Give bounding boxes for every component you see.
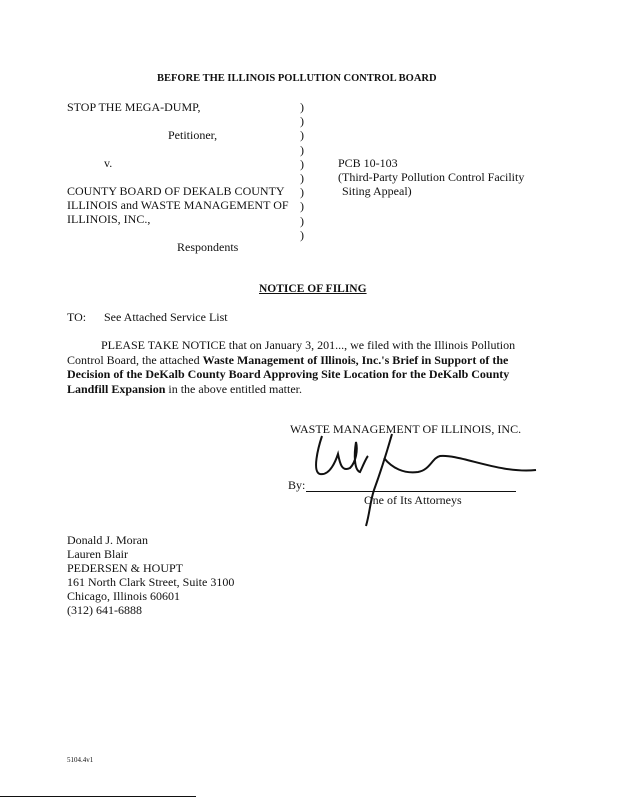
body-brief-title: Waste Management of Illinois, Inc.'s Brief in Support of the Decision of the DeKalb County Board Approving Site Location for the DeKalb County Landfill Expansion: [67, 352, 510, 396]
by-label: By:: [288, 478, 306, 492]
attorney-line-5: Chicago, Illinois 60601: [67, 589, 180, 603]
respondent-line-3: ILLINOIS, INC.,: [67, 212, 151, 226]
respondent-line-2: ILLINOIS and WASTE MANAGEMENT OF: [67, 198, 289, 212]
respondent-line-1: COUNTY BOARD OF DEKALB COUNTY: [67, 184, 285, 198]
signature-role: One of Its Attorneys: [364, 493, 462, 507]
attorney-line-3: PEDERSEN & HOUPT: [67, 561, 184, 575]
body-text-2: in the above entitled matter.: [165, 381, 303, 396]
notice-title: NOTICE OF FILING: [259, 283, 367, 295]
attorney-line-2: Lauren Blair: [67, 547, 128, 561]
signature-company: WASTE MANAGEMENT OF ILLINOIS, INC.: [290, 422, 522, 436]
footer-code: 5104.4v1: [67, 756, 94, 764]
versus: v.: [104, 156, 113, 170]
caption-parentheses: ) ) ) ) ) ) ) ) ) ): [300, 100, 304, 242]
attorney-line-6: (312) 641-6888: [67, 603, 142, 617]
attorney-line-1: Donald J. Moran: [67, 533, 148, 547]
to-label: TO:: [67, 310, 87, 324]
body-text-1: PLEASE TAKE NOTICE that on January 3, 201..., we filed with the Illinois Pollution Control Board, the attached: [67, 338, 516, 367]
petitioner-role: Petitioner,: [168, 128, 218, 142]
signature-scribble: [300, 428, 540, 528]
attorney-line-4: 161 North Clark Street, Suite 3100: [67, 575, 235, 589]
case-type-line-1: (Third-Party Pollution Control Facility: [338, 170, 525, 184]
respondent-role: Respondents: [177, 240, 239, 254]
notice-body: [67, 338, 527, 396]
signature-line: [306, 491, 516, 492]
case-type-line-2: Siting Appeal): [342, 184, 412, 198]
petitioner-name: STOP THE MEGA-DUMP,: [67, 100, 201, 114]
court-header: BEFORE THE ILLINOIS POLLUTION CONTROL BOARD: [157, 73, 437, 84]
footer-rule: [0, 796, 196, 797]
case-number: PCB 10-103: [338, 156, 398, 170]
to-value: See Attached Service List: [104, 310, 228, 324]
